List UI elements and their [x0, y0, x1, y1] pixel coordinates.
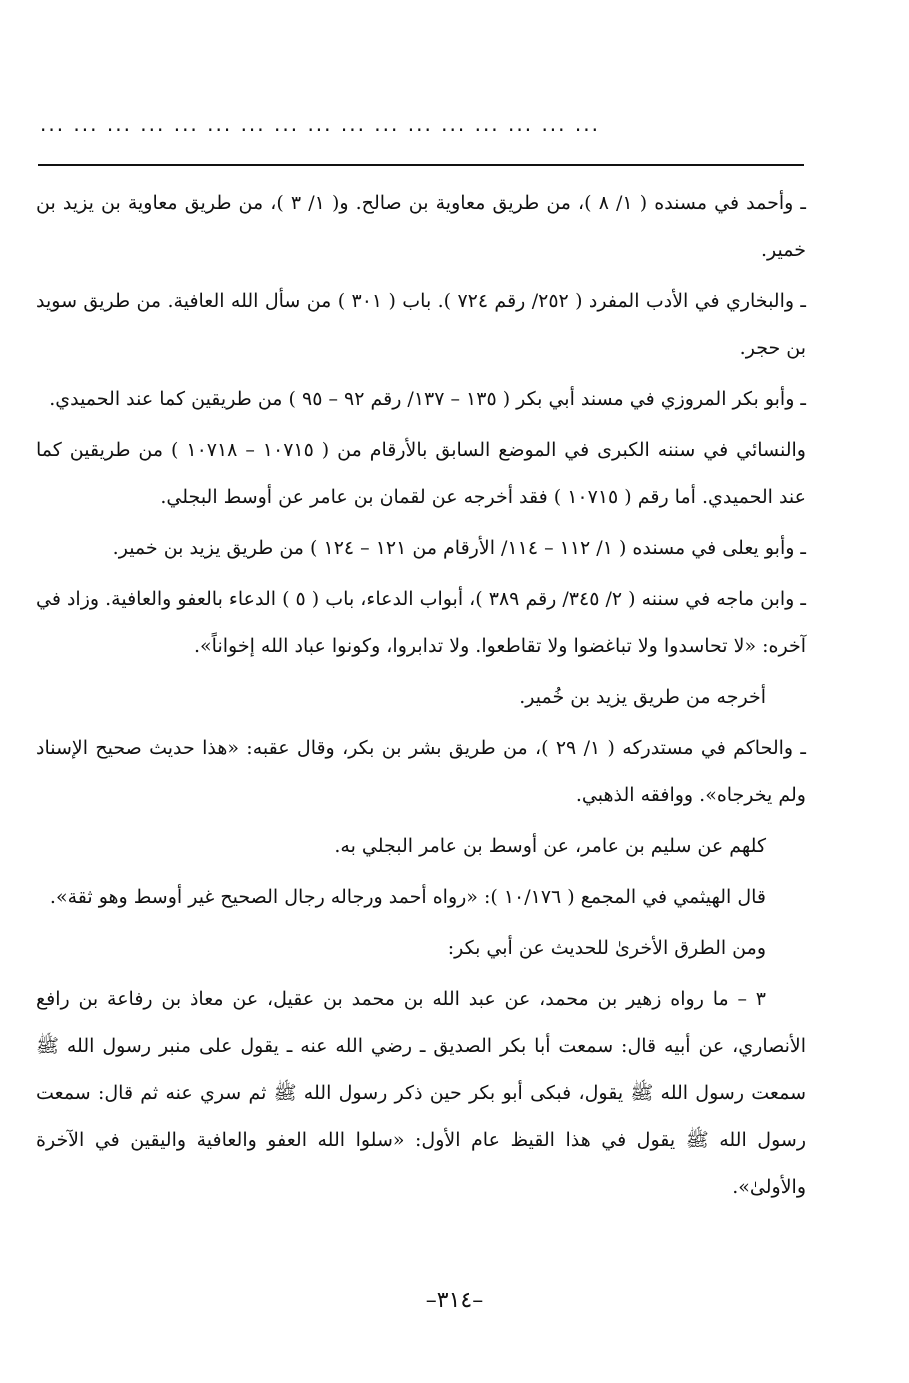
paragraph-ahmad: ـ وأحمد في مسنده ( ١/ ٨ )، من طريق معاوية بن صالح. و( ١/ ٣ )، من طريق معاوية بن يزيد بن خمير. — [36, 192, 806, 261]
paragraph-haythami: قال الهيثمي في المجمع ( ١٠/١٧٦ ): «رواه أحمد ورجاله رجال الصحيح غير أوسط وهو ثقة». — [49, 886, 766, 908]
paragraph-hadith-3: ٣ – ما رواه زهير بن محمد، عن عبد الله بن محمد بن عقيل، عن معاذ بن رفاعة بن رافع الأنصاري، عن أبيه قال: سمعت أبا بكر الصديق ـ رضي الله عنه ـ يقول على منبر رسول الله ﷺ سمعت رسول الله ﷺ يقول، فبكى أبو بكر حين ذكر رسول الله ﷺ ثم سري عنه ثم قال: سمعت رسول الله ﷺ يقول في هذا القيظ عام الأول: «سلوا الله العفو والعافية واليقين في الآخرة والأولىٰ». — [36, 988, 806, 1198]
paragraph-summary: كلهم عن سليم بن عامر، عن أوسط بن عامر البجلي به. — [334, 835, 766, 857]
paragraph-ibn-majah: ـ وابن ماجه في سننه ( ٢/ ٣٤٥/ رقم ٣٨٩ )، أبواب الدعاء، باب ( ٥ ) الدعاء بالعفو والعافية. وزاد في آخره: «لا تحاسدوا ولا تباغضوا ولا تقاطعوا. ولا تدابروا، وكونوا عباد الله إخواناً». — [36, 588, 806, 657]
paragraph-abu-yala: ـ وأبو يعلى في مسنده ( ١/ ١١٢ – ١١٤/ الأرقام من ١٢١ – ١٢٤ ) من طريق يزيد بن خمير. — [112, 537, 806, 559]
header-dotted-line: ... ... ... ... ... ... ... ... ... ... ... ... ... ... ... ... ... — [40, 112, 600, 136]
paragraph-hakim: ـ والحاكم في مستدركه ( ١/ ٢٩ )، من طريق بشر بن بكر، وقال عقبه: «هذا حديث صحيح الإسناد ولم يخرجاه». ووافقه الذهبي. — [36, 737, 806, 806]
footnote-body — [36, 180, 806, 1211]
paragraph-bukhari: ـ والبخاري في الأدب المفرد ( ٢٥٢/ رقم ٧٢٤ ). باب ( ٣٠١ ) من سأل الله العافية. من طريق سويد بن حجر. — [36, 290, 806, 359]
paragraph-nasai: والنسائي في سننه الكبرى في الموضع السابق بالأرقام من ( ١٠٧١٥ – ١٠٧١٨ ) من طريقين كما عند الحميدي. أما رقم ( ١٠٧١٥ ) فقد أخرجه عن لقمان بن عامر عن أوسط البجلي. — [36, 439, 806, 508]
paragraph-ibn-majah-route: أخرجه من طريق يزيد بن خُمير. — [519, 686, 766, 708]
paragraph-other-routes: ومن الطرق الأخرىٰ للحديث عن أبي بكر: — [447, 937, 766, 959]
paragraph-marwazi: ـ وأبو بكر المروزي في مسند أبي بكر ( ١٣٥ – ١٣٧/ رقم ٩٢ – ٩٥ ) من طريقين كما عند الحميدي. — [49, 388, 806, 410]
header-rule — [38, 164, 804, 166]
page-number: –٣١٤– — [425, 1288, 484, 1313]
